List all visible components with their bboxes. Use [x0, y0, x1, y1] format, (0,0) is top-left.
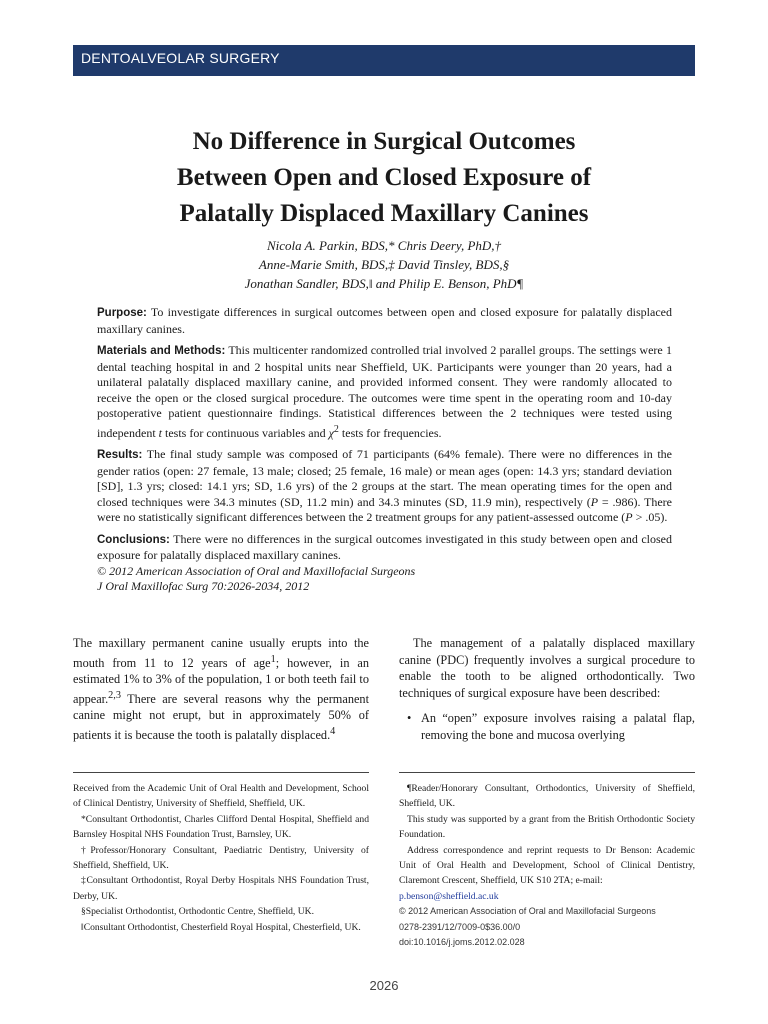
- footnote-divider-right: [399, 772, 695, 773]
- conclusions-text: There were no differences in the surgical outcomes investigated in this study between open and closed exposure for palatally displaced maxillary canines.: [97, 531, 672, 562]
- title-line: Palatally Displaced Maxillary Canines: [179, 200, 589, 227]
- management-paragraph: The management of a palatally displaced maxillary canine (PDC) frequently involves a surgical procedure to enable the tooth to be aligned orthodontically. Two techniques of surgical exposure have been described:: [399, 636, 695, 700]
- intro-text: The maxillary permanent canine usually erupts into the mouth from 11 to 12 years of age: [73, 636, 369, 670]
- footnote-divider-left: [73, 772, 369, 773]
- author-line: Jonathan Sandler, BDS,‖ and Philip E. Benson, PhD¶: [244, 276, 524, 291]
- author-line: Nicola A. Parkin, BDS,* Chris Deery, PhD,†: [266, 238, 502, 253]
- article-title: [60, 124, 708, 232]
- email-link[interactable]: p.benson@sheffield.ac.uk: [399, 890, 499, 902]
- reference-marker: 2,3: [108, 689, 121, 701]
- bullet-icon: •: [407, 711, 412, 725]
- footnote-issn: 0278-2391/12/7009-0$36.00/0: [399, 921, 521, 932]
- results-p: P: [590, 494, 599, 509]
- title-line: No Difference in Surgical Outcomes: [192, 128, 576, 155]
- author-line: Anne-Marie Smith, BDS,‡ David Tinsley, BDS,§: [258, 257, 510, 272]
- abstract-results: [97, 447, 672, 526]
- body-column-left: [73, 635, 369, 743]
- results-p: P: [625, 510, 633, 524]
- abstract-conclusions: [97, 532, 672, 564]
- results-text: > .05).: [635, 510, 668, 524]
- methods-chi-sup: 2: [333, 423, 339, 435]
- body-column-right: [399, 635, 695, 743]
- author-list: [60, 236, 708, 293]
- footnote-affiliation: *Consultant Orthodontist, Charles Clifford Dental Hospital, Sheffield and Barnsley Hospital NHS Foundation Trust, Barnsley, UK.: [73, 813, 369, 841]
- footnote-affiliation: †Professor/Honorary Consultant, Paediatric Dentistry, University of Sheffield, Sheffield, UK.: [73, 844, 369, 872]
- footnote-affiliation: ¶Reader/Honorary Consultant, Orthodontics, University of Sheffield, Sheffield, UK.: [399, 783, 695, 810]
- results-label: Results:: [97, 449, 143, 461]
- bullet-text: An “open” exposure involves raising a palatal flap, removing the bone and mucosa overlying: [421, 711, 695, 742]
- footnote-affiliation: ‖Consultant Orthodontist, Chesterfield Royal Hospital, Chesterfield, UK.: [81, 921, 361, 933]
- intro-text: ; however, in an estimated 1% to 3% of the population, 1 or both teeth fail to appear.: [73, 655, 369, 706]
- footnote-copyright: © 2012 American Association of Oral and Maxillofacial Surgeons: [399, 906, 656, 917]
- abstract-purpose: [97, 305, 672, 337]
- methods-t: t: [158, 425, 162, 440]
- purpose-label: Purpose:: [97, 307, 147, 319]
- conclusions-label: Conclusions:: [97, 533, 170, 546]
- results-text: = .986). There were no statistically significant differences between the 2 treatment groups for any patient-assessed outcome (: [97, 494, 673, 524]
- footnote-affiliation: §Specialist Orthodontist, Orthodontic Centre, Sheffield, UK.: [81, 906, 314, 918]
- abstract-copyright: © 2012 American Association of Oral and Maxillofacial Surgeons: [97, 563, 416, 578]
- abstract: [97, 305, 672, 595]
- purpose-text: To investigate differences in surgical outcomes between open and closed exposure for palatally displaced maxillary canines.: [97, 305, 672, 336]
- title-line: Between Open and Closed Exposure of: [176, 164, 592, 191]
- page-number: 2026: [369, 978, 399, 993]
- section-label: DENTOALVEOLAR SURGERY: [81, 50, 280, 66]
- methods-text: tests for continuous variables and: [165, 425, 326, 440]
- footnotes-right: [399, 781, 695, 950]
- reference-marker: 1: [270, 653, 276, 665]
- results-text: The final study sample was composed of 71 participants (64% female). There were no differences in the gender ratios (open: 27 female, 13 male; closed; 25 female, 16 male) or mean ages (open: 14.3 yrs; standard deviation [SD], 1.3 yrs; closed: 14.1 yrs; SD, 1.6 yrs) of the 2 groups at the start. The mean operating times for the open and closed techniques were 34.3 minutes (SD, 11.2 min) and 34.3 minutes (SD, 11.9 min), respectively (: [97, 447, 672, 509]
- journal-citation: J Oral Maxillofac Surg 70:2026-2034, 2012: [97, 579, 310, 593]
- methods-text: tests for frequencies.: [341, 425, 442, 440]
- intro-text: There are several reasons why the permanent canine might not erupt, but in approximately 50% of patients it is because the tooth is palatally displaced.: [73, 691, 369, 742]
- footnote-address: Address correspondence and reprint requests to Dr Benson: Academic Unit of Oral Health and Development, School of Clinical Dentistry, Claremont Crescent, Sheffield, UK S10 2TA; e-mail:: [399, 844, 695, 887]
- footnote-received: Received from the Academic Unit of Oral Health and Development, School of Clinical Dentistry, University of Sheffield, Sheffield, UK.: [73, 783, 369, 810]
- footnote-doi: doi:10.1016/j.joms.2012.02.028: [399, 937, 525, 948]
- abstract-methods: [97, 343, 672, 441]
- bullet-item: [399, 710, 695, 743]
- footnotes-left: [73, 781, 369, 935]
- section-banner: [73, 45, 695, 76]
- intro-paragraph: [73, 635, 369, 743]
- methods-chi: χ: [328, 425, 334, 440]
- footnote-affiliation: ‡Consultant Orthodontist, Royal Derby Hospitals NHS Foundation Trust, Derby, UK.: [73, 875, 369, 902]
- reference-marker: 4: [330, 725, 336, 737]
- footnote-grant: This study was supported by a grant from the British Orthodontic Society Foundation.: [399, 813, 695, 841]
- methods-label: Materials and Methods:: [97, 345, 226, 357]
- methods-text: This multicenter randomized controlled trial involved 2 parallel groups. The settings were 1 dental teaching hospital in and 2 hospital units near Sheffield, UK. Participants were younger than 20 years, had a unilateral palatally displaced maxillary canine, and provided informed consent. They were randomly allocated to receive the open or the closed surgical procedure. The outcomes were time spent in the operating room and 10-day postoperative patient questionnaire findings. Statistical differences between the 2 techniques were tested using independent: [97, 343, 672, 440]
- footnote-email-line: [399, 889, 695, 904]
